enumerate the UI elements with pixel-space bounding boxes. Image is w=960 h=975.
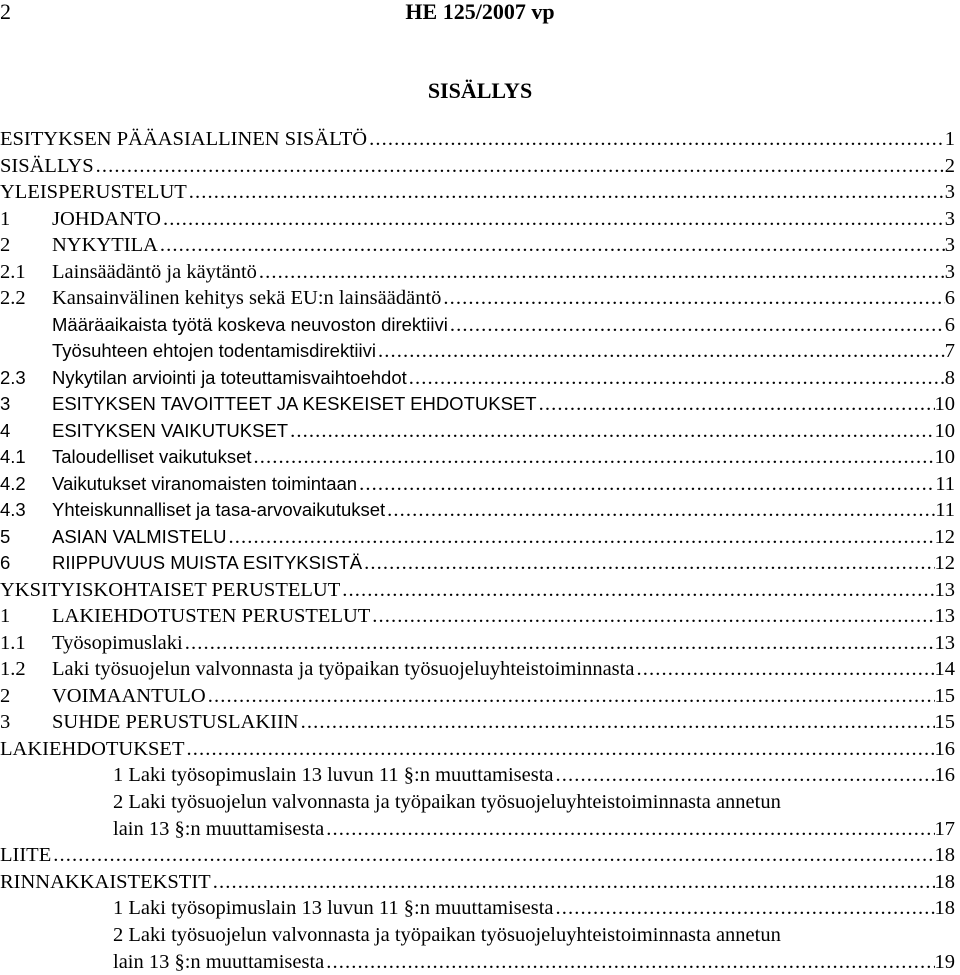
toc-entry-page: 3 [945,232,955,259]
toc-leader [299,709,935,736]
toc-leader [407,365,945,392]
toc-entry-number: 4.2 [0,471,52,498]
toc-entry[interactable] [0,338,955,365]
toc-entry-number: 1.2 [0,656,52,683]
toc-entry-label: Taloudelliset vaikutukset [52,444,252,471]
toc-entry[interactable] [0,524,955,551]
toc-leader [385,497,935,524]
toc-leader [376,338,945,365]
toc-entry-page: 3 [945,179,955,206]
toc-entry-page: 7 [945,338,955,365]
toc-entry-label: LAKIEHDOTUSTEN PERUSTELUT [52,603,370,630]
toc-entry-label: Lainsäädäntö ja käytäntö [52,259,257,286]
toc-entry-number: 2.3 [0,365,52,392]
toc-entry-label: lain 13 §:n muuttamisesta [113,949,324,975]
toc-entry-label: NYKYTILA [52,232,158,259]
toc-entry[interactable] [0,153,955,180]
toc-entry-number: 2 [0,683,52,710]
toc-entry[interactable] [0,603,955,630]
toc-leader [537,391,935,418]
toc-entry-label: lain 13 §:n muuttamisesta [113,816,324,843]
toc-entry[interactable] [0,365,955,392]
toc-entry-page: 3 [945,259,955,286]
toc-entry-label: ESITYKSEN TAVOITTEET JA KESKEISET EHDOTUKSET [52,391,537,418]
toc-entry-label: Laki työsuojelun valvonnasta ja työpaikan työsuojeluyhteistoiminnasta [52,656,634,683]
toc-entry[interactable] [0,630,955,657]
toc-entry[interactable] [0,869,955,896]
toc-entry-page: 12 [935,524,956,551]
toc-entry-page: 18 [935,869,956,896]
page-number: 2 [0,0,11,25]
toc-leader [370,603,934,630]
toc-entry-page: 1 [945,126,955,153]
toc-entry-label: SISÄLLYS [0,153,94,180]
toc-entry-number: 4 [0,418,52,445]
toc-entry[interactable] [0,762,955,789]
toc-leader [187,179,945,206]
toc-entry[interactable] [0,391,955,418]
toc-entry[interactable] [0,206,955,233]
toc-leader [357,471,935,498]
toc-entry-label: 1 Laki työsopimuslain 13 luvun 11 §:n muuttamisesta [113,895,554,922]
toc-entry-number: 6 [0,550,52,577]
toc-entry-number: 4.3 [0,497,52,524]
toc-leader [51,842,934,869]
toc-entry-label: Määräaikaista työtä koskeva neuvoston direktiivi [52,312,448,339]
toc-leader [367,126,945,153]
toc-leader [257,259,945,286]
toc-entry-page: 6 [945,285,955,312]
toc-entry-page: 11 [935,497,955,524]
toc-entry-page: 17 [935,816,956,843]
toc-entry-page: 18 [935,842,956,869]
toc-entry-number: 1 [0,603,52,630]
toc-leader [94,153,945,180]
document-id: HE 125/2007 vp [0,0,960,25]
toc-entry-label: Vaikutukset viranomaisten toimintaan [52,471,357,498]
toc-entry-page: 10 [935,418,956,445]
toc-entry-page: 18 [935,895,956,922]
toc-entry-label: SUHDE PERUSTUSLAKIIN [52,709,299,736]
toc-leader [324,816,934,843]
toc-entry-label: YKSITYISKOHTAISET PERUSTELUT [0,577,340,604]
toc-entry[interactable] [0,232,955,259]
toc-entry-wrapped-line[interactable] [0,789,955,816]
toc-leader [158,232,945,259]
toc-entry-page: 11 [935,471,955,498]
toc-entry-page: 16 [935,762,956,789]
toc-entry[interactable] [0,444,955,471]
toc-entry-page: 13 [935,577,956,604]
toc-entry-label: LIITE [0,842,51,869]
toc-leader [441,285,944,312]
toc-entry-page: 14 [935,656,956,683]
toc-entry[interactable] [0,895,955,922]
toc-entry-page: 10 [935,444,956,471]
toc-leader [183,630,935,657]
toc-leader [252,444,935,471]
toc-entry-page: 13 [935,630,956,657]
toc-entry-page: 15 [935,709,956,736]
toc-entry-number: 2 [0,232,52,259]
toc-entry-label: 2 Laki työsuojelun valvonnasta ja työpaikan työsuojeluyhteistoiminnasta annetun [113,791,781,813]
toc-entry[interactable] [0,656,955,683]
toc-entry[interactable] [0,709,955,736]
toc-leader [288,418,934,445]
toc-entry-label: ASIAN VALMISTELU [52,524,226,551]
toc-entry-label: Työsopimuslaki [52,630,183,657]
toc-entry-label: LAKIEHDOTUKSET [0,736,184,763]
toc-entry-label: RIIPPUVUUS MUISTA ESITYKSISTÄ [52,550,362,577]
toc-entry[interactable] [0,842,955,869]
toc-entry-number: 1.1 [0,630,52,657]
toc-leader [448,312,945,339]
toc-entry-wrapped-line[interactable] [0,922,955,949]
toc-entry-number: 2.2 [0,285,52,312]
toc-entry-label: YLEISPERUSTELUT [0,179,187,206]
toc-entry-number: 4.1 [0,444,52,471]
toc-entry[interactable] [0,312,955,339]
toc-entry[interactable] [0,736,955,763]
toc-entry[interactable] [0,285,955,312]
toc-entry-label: Nykytilan arviointi ja toteuttamisvaihtoehdot [52,365,407,392]
toc-entry-page: 13 [935,603,956,630]
toc-leader [362,550,934,577]
toc-leader [211,869,935,896]
toc-entry[interactable] [0,949,955,975]
toc-entry-number: 1 [0,206,52,233]
toc-entry-label: 2 Laki työsuojelun valvonnasta ja työpaikan työsuojeluyhteistoiminnasta annetun [113,924,781,946]
toc-entry[interactable] [0,497,955,524]
toc-leader [340,577,934,604]
toc-entry[interactable] [0,179,955,206]
toc-entry[interactable] [0,683,955,710]
toc-entry-label: RINNAKKAISTEKSTIT [0,869,211,896]
toc-entry-page: 10 [935,391,956,418]
toc-entry-number: 2.1 [0,259,52,286]
toc-title: SISÄLLYS [0,78,960,104]
toc-entry-number: 5 [0,524,52,551]
toc-leader [324,949,934,975]
toc-leader [554,895,935,922]
toc-entry[interactable] [0,577,955,604]
toc-entry-number: 3 [0,391,52,418]
toc-entry-label: ESITYKSEN PÄÄASIALLINEN SISÄLTÖ [0,126,367,153]
toc-entry-page: 12 [935,550,956,577]
toc-entry-page: 3 [945,206,955,233]
toc-leader [184,736,934,763]
toc-entry-label: ESITYKSEN VAIKUTUKSET [52,418,288,445]
toc-entry[interactable] [0,550,955,577]
toc-entry-page: 6 [945,312,955,339]
toc-leader [226,524,934,551]
toc-entry[interactable] [0,418,955,445]
toc-entry-number: 3 [0,709,52,736]
toc-entry-page: 19 [935,949,956,975]
toc-entry-page: 2 [945,153,955,180]
toc-entry[interactable] [0,126,955,153]
toc-entry-page: 8 [945,365,955,392]
toc-leader [161,206,945,233]
toc-entry-page: 16 [935,736,956,763]
toc-leader [554,762,935,789]
toc-entry[interactable] [0,471,955,498]
toc-entry[interactable] [0,259,955,286]
toc-entry-label: Työsuhteen ehtojen todentamisdirektiivi [52,338,376,365]
toc-leader [206,683,935,710]
toc-leader [634,656,934,683]
toc-entry-page: 15 [935,683,956,710]
toc-entry-label: Yhteiskunnalliset ja tasa-arvovaikutukset [52,497,385,524]
toc-entry-label: VOIMAANTULO [52,683,206,710]
table-of-contents [0,126,955,975]
toc-entry-label: 1 Laki työsopimuslain 13 luvun 11 §:n muuttamisesta [113,762,554,789]
toc-entry[interactable] [0,816,955,843]
toc-entry-label: JOHDANTO [52,206,161,233]
toc-entry-label: Kansainvälinen kehitys sekä EU:n lainsäädäntö [52,285,441,312]
